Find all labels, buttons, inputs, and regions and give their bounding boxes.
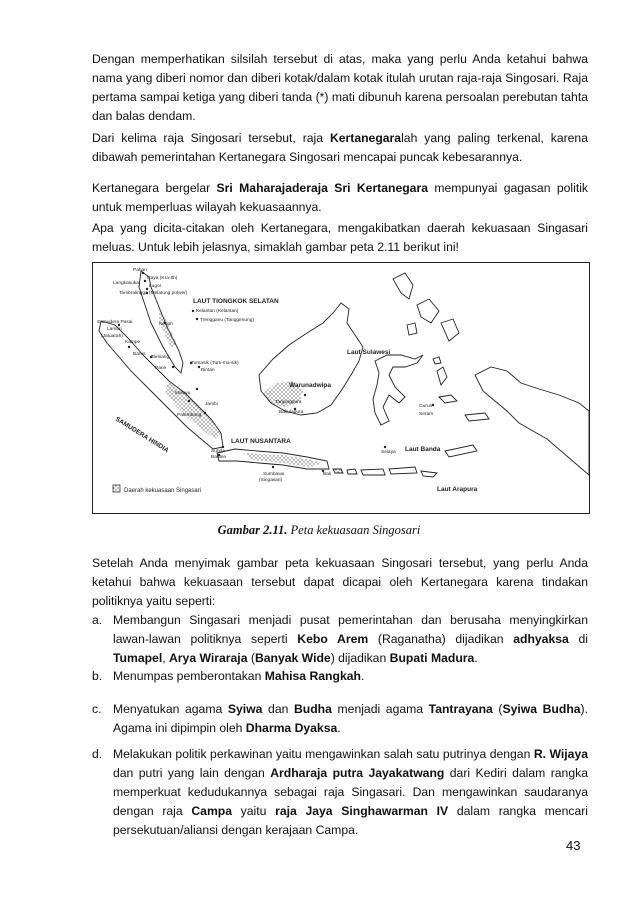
map-label-lamuri: Lamuri	[107, 327, 122, 332]
map-region-malayu	[165, 381, 221, 439]
map-label-kampe: Kampe	[125, 340, 141, 345]
map-canvas	[93, 263, 591, 515]
map-label-laut-nusantara: LAUT NUSANTARA	[231, 438, 291, 445]
map-label-palembang: Palembang	[177, 413, 202, 418]
map-region-kedah	[159, 307, 177, 347]
map-label-bali: Bali	[323, 472, 331, 477]
map-label-samudra-pasai: Samudera Pasai	[97, 320, 133, 325]
map-label-tumasik: Tumasik (Tum-ma-sik)	[191, 361, 239, 366]
map-label-bintan: Bintan	[201, 368, 215, 373]
map-label-tanjungpura: Tanjungpura	[275, 400, 302, 405]
list-item-b: b. Menumpas pemberontakan Mahisa Rangkah.	[92, 669, 365, 683]
map-label-pahan: Pahan	[133, 268, 147, 273]
map-timor	[445, 445, 477, 457]
map-label-trengganu: Trengganu (Tanggenung)	[200, 318, 254, 323]
map-label-langkasuka: Langkasuka	[113, 281, 139, 286]
map-label-gurun: Gurun	[419, 404, 433, 409]
map-philippines	[393, 273, 459, 341]
map-label-sumbawa: Sumbawa	[263, 472, 285, 477]
paragraph-kertanegara: Dari kelima raja Singosari tersebut, raja Kertanegaralah yang paling terkenal, karena dibawah pemerintahan Kertanegara Singosari mencapai puncak kebesarannya.	[92, 131, 588, 164]
map-label-warunadwipa: Warunadwipa	[289, 382, 332, 389]
paragraph-gelar: Kertanegara bergelar Sri Maharajaderaja Sri Kertanegara mempunyai gagasan politik untuk memperluas wilayah kekuasaannya.	[92, 181, 589, 214]
map-label-tamiang: Tamiang	[151, 355, 170, 360]
list-item-a: a. Membangun Singasari menjadi pusat pemerintahan dan berusaha menyingkirkan lawan-lawan politiknya seperti Kebo Arem (Raganatha) dijadikan adhyaksa di Tumapel, Arya Wiraraja (Banyak Wide) dijadikan Bupati Madura.	[92, 613, 589, 665]
list-item-d: d. Melakukan politik perkawinan yaitu mengawinkan salah satu putrinya dengan R. Wijaya dan putri yang lain dengan Ardharaja putra Jayakatwang dari Kediri dalam rangka memperkuat kedudukannya sebagai raja Singasari. Dan mengawinkan saudaranya dengan raja Campa yaitu raja Jaya Singhawarman IV dalam rangka mencari persekutuan/aliansi dengan kerajaan Campa.	[92, 747, 589, 837]
figure-caption: Gambar 2.11. Peta kekuasaan Singosari	[217, 523, 421, 537]
list-item-c: c. Menyatukan agama Syiwa dan Budha menjadi agama Tantrayana (Syiwa Budha). Agama ini dipimpin oleh Dharma Dyaksa.	[92, 702, 588, 735]
map-label-selaya: Selaya	[381, 450, 396, 455]
map-label-laut-banda: Laut Banda	[405, 446, 441, 453]
map-label-banten: Banten	[211, 455, 227, 460]
paragraph-silsilah: Dengan memperhatikan silsilah tersebut di atas, maka yang perlu Anda ketahui bahwa nama yang diberi nomor dan diberi kotak/dalam kotak itulah urutan raja-raja Singosari. Raja pertama sampai ketiga yang diberi tanda (*) mati dibunuh karena persoalan perebutan tahta dan balas dendam.	[92, 52, 588, 123]
singosari-map	[92, 262, 590, 514]
map-maluku	[433, 357, 489, 421]
map-label-seram: Seram	[419, 412, 434, 417]
map-label-melatung: (Melatung polwer)	[149, 291, 188, 296]
map-legend	[113, 485, 201, 494]
page-number: 43	[566, 838, 581, 853]
map-label-pane: Pane	[155, 366, 167, 371]
map-label-jambi: Jambi	[205, 402, 218, 407]
map-legend-label: Daerah kekuasaan Singasari	[124, 488, 202, 494]
map-label-bakulapura: Bakulapura	[279, 410, 304, 415]
map-label-lugor: Lugor	[149, 284, 162, 289]
map-label-jatuarah: (Jatuarah)	[101, 334, 123, 339]
map-label-laut-arafura: Laut Arapura	[437, 486, 478, 493]
map-sulawesi	[373, 355, 423, 425]
map-label-samudera-hindia: SAMUDERA HINDIA	[113, 415, 170, 455]
map-label-barus: Barus	[133, 352, 146, 357]
map-label-malayu: Malayu	[175, 391, 191, 396]
map-label-singasari: (Singasari)	[259, 478, 283, 483]
map-papua	[475, 367, 589, 475]
paragraph-tindakan-politik: Setelah Anda menyimak gambar peta kekuasaan Singosari tersebut, yang perlu Anda ketahui bahwa kekuasaan tersebut dapat dicapai oleh Kertanegara karena tindakan politiknya yaitu seperti:	[92, 556, 588, 608]
paragraph-intro-map: Apa yang dicita-citakan oleh Kertanegara, mengakibatkan daerah kekuasaan Singasari meluas. Untuk lebih jelasnya, simaklah gambar peta 2.11 berikut ini!	[92, 221, 588, 254]
map-label-kedah: Kedah	[159, 322, 173, 327]
map-label-gaya: Gaya (Kra-Ith)	[147, 276, 178, 281]
map-label-laut-tiongkok: LAUT TIONGKOK SELATAN	[193, 298, 279, 305]
map-label-sunda: Sunda	[211, 449, 225, 454]
map-label-laut-sulawesi: Laut Sulawesi	[347, 349, 391, 356]
map-nusa-tenggara	[333, 467, 437, 477]
map-label-tambralingga: Tambralingga	[119, 291, 148, 296]
map-label-kelantan: Kelantan (Kelantan)	[196, 309, 239, 314]
